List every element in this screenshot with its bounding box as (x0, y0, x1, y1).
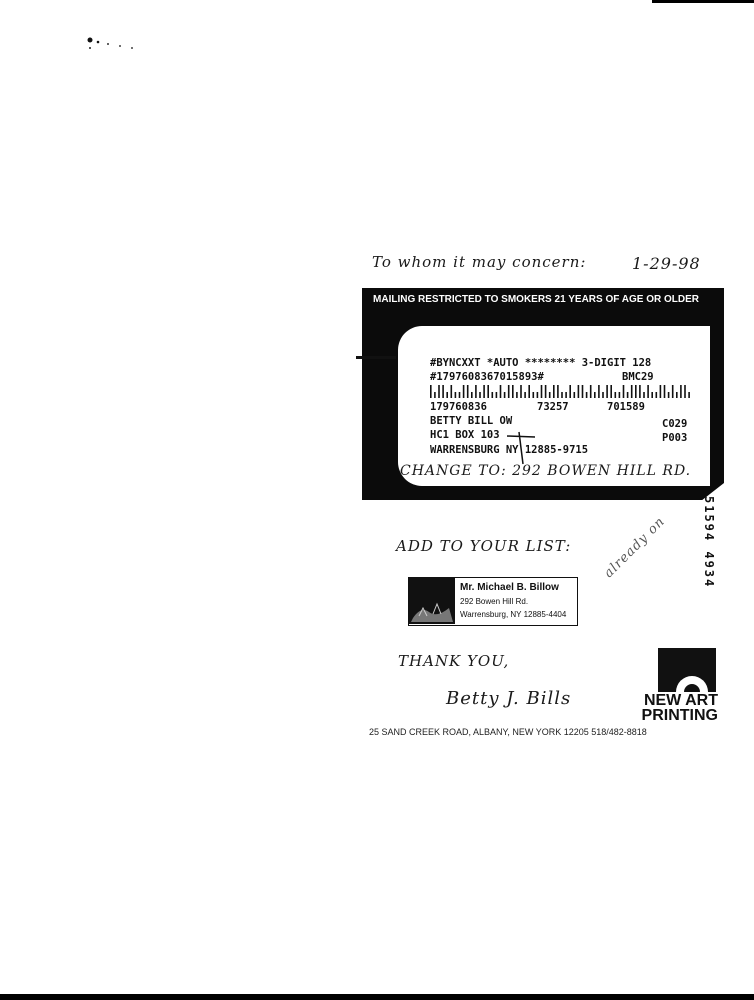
barcode-bar (471, 392, 473, 398)
barcode-bar (487, 385, 489, 398)
label-account-part-c: 701589 (607, 401, 645, 413)
barcode-bar (434, 392, 436, 398)
barcode-bar (680, 385, 682, 398)
barcode-bar (438, 385, 440, 398)
barcode-bar (492, 392, 494, 398)
barcode-bar (643, 392, 645, 398)
barcode-bar (508, 385, 510, 398)
barcode-bar (533, 392, 535, 398)
scan-edge-top (652, 0, 754, 3)
barcode-bar (574, 392, 576, 398)
thank-you-note: THANK YOU, (398, 652, 510, 670)
barcode-bar (565, 392, 567, 398)
brand-line-2: PRINTING (641, 707, 718, 724)
restriction-banner: MAILING RESTRICTED TO SMOKERS 21 YEARS OF AGE OR OLDER (373, 294, 699, 305)
barcode-bar (451, 385, 453, 398)
barcode-bar (639, 385, 641, 398)
barcode-bar (496, 392, 498, 398)
barcode-bar (520, 385, 522, 398)
barcode-bar (610, 385, 612, 398)
barcode-bar (512, 385, 514, 398)
barcode-bar (619, 392, 621, 398)
scan-specks (84, 34, 144, 54)
barcode-bar (528, 385, 530, 398)
barcode-bar (516, 392, 518, 398)
strikethrough-mark (505, 428, 545, 468)
barcode-bar (631, 385, 633, 398)
barcode-bar (467, 385, 469, 398)
barcode-bar (651, 392, 653, 398)
barcode-bar (557, 385, 559, 398)
barcode-bar (627, 392, 629, 398)
card-city: Warrensburg, NY 12885-4404 (460, 610, 567, 619)
barcode-bar (545, 385, 547, 398)
card-street: 292 Bowen Hill Rd. (460, 597, 529, 606)
card-name: Mr. Michael B. Billow (460, 582, 559, 593)
barcode-bar (549, 392, 551, 398)
company-address: 25 SAND CREEK ROAD, ALBANY, NEW YORK 12205 518/482-8818 (369, 727, 647, 737)
label-tab-mark (356, 356, 396, 359)
barcode-bar (688, 392, 690, 398)
barcode-bar (553, 385, 555, 398)
barcode-bar (504, 392, 506, 398)
barcode-bar (455, 392, 457, 398)
add-to-list-note: ADD TO YOUR LIST: (396, 537, 572, 555)
barcode-bar (430, 385, 432, 398)
barcode-bar (676, 392, 678, 398)
barcode-bar (483, 385, 485, 398)
barcode-bar (582, 385, 584, 398)
barcode-bar (590, 385, 592, 398)
scan-edge-bottom (0, 994, 754, 1000)
date-text: 1-29-98 (632, 254, 701, 273)
barcode-bar (635, 385, 637, 398)
barcode-bar (660, 385, 662, 398)
barcode-bar (524, 392, 526, 398)
barcode-bar (459, 392, 461, 398)
label-line-1: #BYNCXXT *AUTO ******** 3-DIGIT 128 (430, 357, 652, 369)
barcode-bar (684, 385, 686, 398)
signature: Betty J. Bills (446, 688, 572, 709)
label-account-part-b: 73257 (537, 401, 569, 413)
change-to-note: CHANGE TO: 292 BOWEN HILL RD. (400, 463, 692, 479)
barcode-bar (615, 392, 617, 398)
side-code: 51594 4934 (702, 496, 716, 589)
barcode-bar (647, 385, 649, 398)
barcode-bar (475, 385, 477, 398)
brand-name (620, 693, 718, 723)
barcode-bar (446, 392, 448, 398)
barcode-bar (672, 385, 674, 398)
barcode-bar (594, 392, 596, 398)
barcode-bar (602, 392, 604, 398)
barcode-bar (442, 385, 444, 398)
barcode-bar (578, 385, 580, 398)
barcode-bar (623, 385, 625, 398)
barcode-bar (656, 392, 658, 398)
postal-barcode (430, 385, 692, 398)
barcode-bar (541, 385, 543, 398)
label-account-number: 179760836 (430, 401, 487, 413)
barcode-bar (463, 385, 465, 398)
barcode-bar (586, 392, 588, 398)
barcode-bar (569, 385, 571, 398)
label-line-2: #1797608367015893# (430, 371, 544, 383)
barcode-bar (561, 392, 563, 398)
new-art-printing-logo-icon (646, 646, 718, 694)
label-city: WARRENSBURG NY 12885-9715 (430, 444, 589, 456)
barcode-bar (500, 385, 502, 398)
label-name-code: C029 (662, 418, 688, 430)
greeting-text: To whom it may concern: (372, 253, 587, 271)
barcode-bar (479, 392, 481, 398)
label-line-2-code: BMC29 (622, 371, 654, 383)
label-street-code: P003 (662, 432, 688, 444)
barcode-bar (537, 392, 539, 398)
barcode-bar (668, 392, 670, 398)
barcode-bar (606, 385, 608, 398)
label-street: HC1 BOX 103 (430, 429, 500, 441)
barcode-bar (664, 385, 666, 398)
label-recipient-name: BETTY BILL OW (430, 415, 513, 427)
brand-line-1: NEW ART (643, 692, 718, 709)
card-logo-image (409, 578, 455, 624)
already-on-note: already on (601, 514, 669, 581)
barcode-bar (598, 385, 600, 398)
